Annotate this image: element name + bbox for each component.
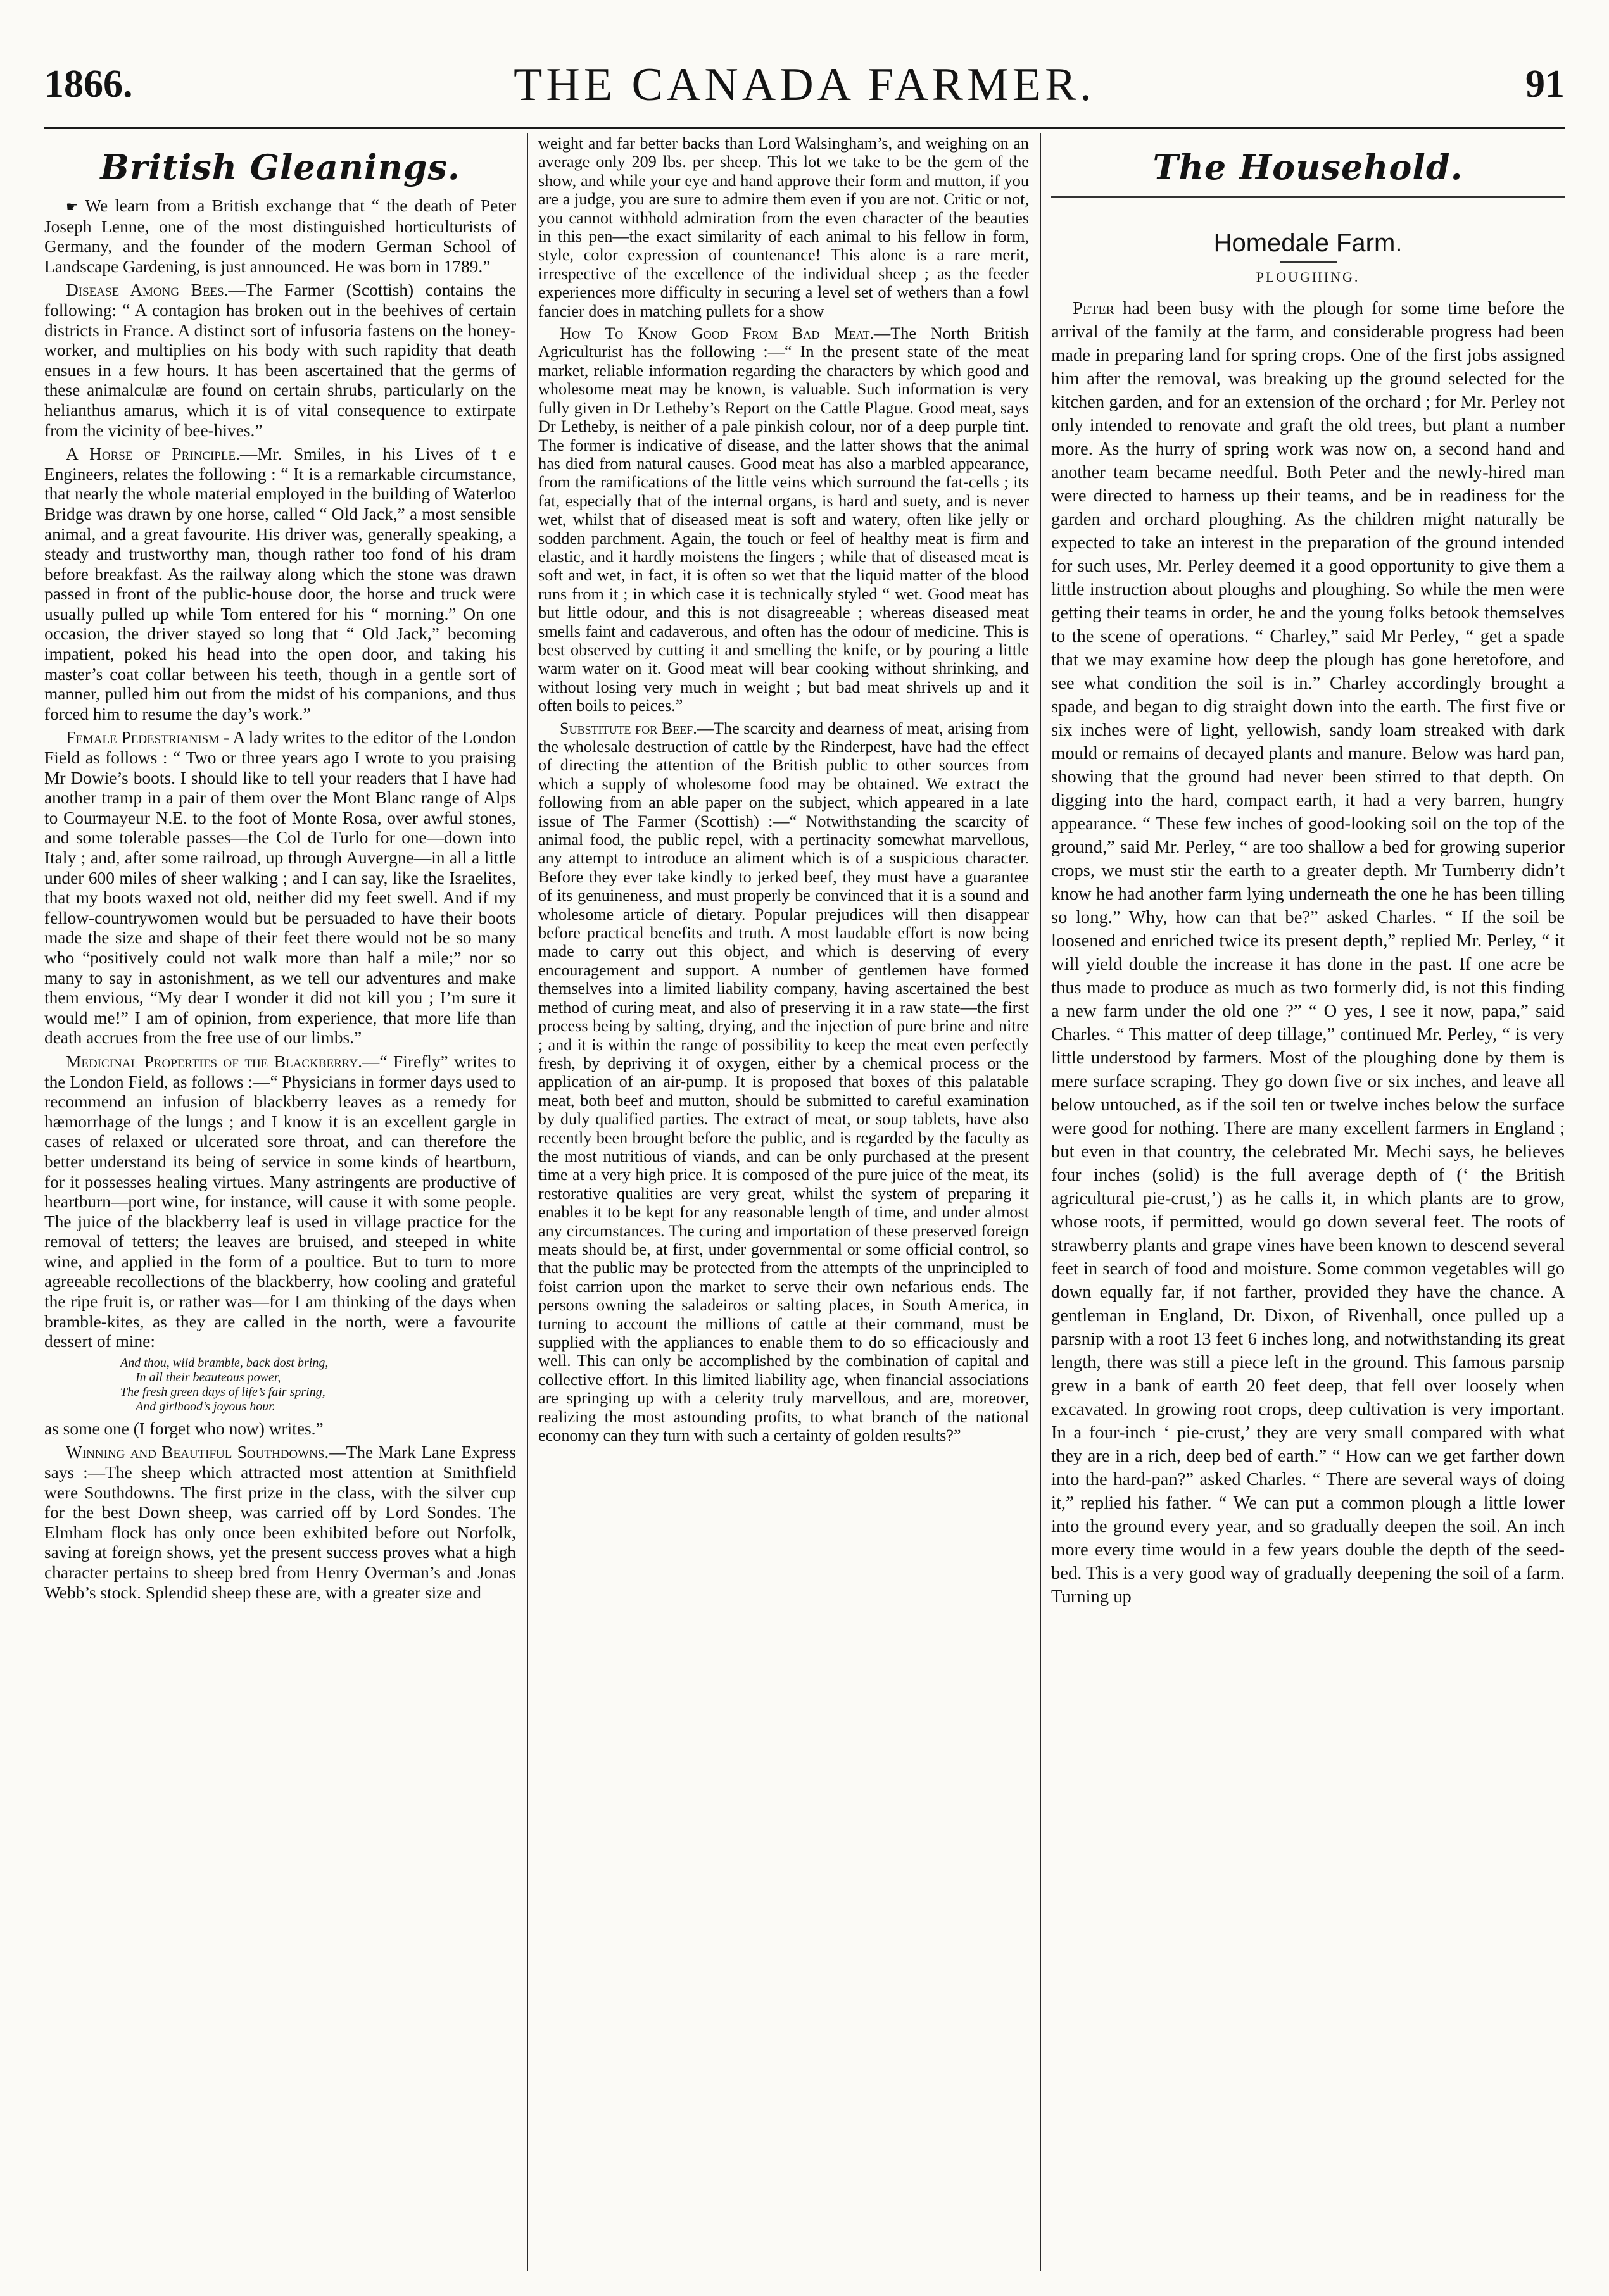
paper-title: THE CANADA FARMER. xyxy=(514,59,1095,111)
article-subtitle: PLOUGHING. xyxy=(1256,269,1360,285)
column-rule xyxy=(1040,133,1041,2271)
poem-line: In all their beauteous power, xyxy=(136,1370,281,1384)
column-british-gleanings xyxy=(44,134,516,2264)
page-number: 91 xyxy=(1525,63,1565,106)
masthead-rule xyxy=(44,127,1565,129)
poem-line: And girlhood’s joyous hour. xyxy=(136,1399,275,1414)
poem-line: The fresh green days of life’s fair spring, xyxy=(120,1384,325,1399)
issue-year: 1866. xyxy=(44,63,133,106)
masthead xyxy=(44,49,1565,119)
article-title: Homedale Farm. xyxy=(1213,229,1403,257)
section-heading: The Household. xyxy=(1152,147,1463,187)
article-paragraph: weight and far better backs than Lord Walsingham’s, and weighing on an average only 209 lbs. per sheep. This lot we take to be the gem of the show, and while your eye and hand approve their form and mutton, if you are a judge, you are sure to admire them even if you are not. Critic or not, you cannot withhold admiration from the even character of the beauties in this pen—the exact similarity of each animal to his fellow in form, style, color expression of countenance! This alone is a rare merit, irrespective of the excellence of the individual sheep ; as the feeder experiences more difficulty in securing a level set of wethers than a fowl fancier does in matching pullets for a show xyxy=(538,134,1029,320)
article-paragraph: ☛ We learn from a British exchange that “ the death of Peter Joseph Lenne, one of the most distinguished horticulturists of Germany, and the founder of the modern German School of Landscape Gardening, is just announced. He was born in 1789.” xyxy=(44,196,516,276)
column-british-gleanings-continued xyxy=(538,134,1029,2264)
heading-rule xyxy=(1051,196,1565,198)
article-paragraph: Disease Among Bees.—The Farmer (Scottish) contains the following: “ A contagion has broken out in the beehives of certain districts in France. A distinct sort of infusoria fastens on the honey-worker, and multiplies on his body with such rapidity that death ensues in a few hours. It has been ascertained that the germs of these animalculæ are found on certain shrubs, particularly on the helianthus amarus, which it is of vital consequence to extirpate from the vicinity of bee-hives.” xyxy=(44,280,516,440)
article-paragraph: How To Know Good From Bad Meat.—The North British Agriculturist has the following :—“ In the present state of the meat market, reliable information regarding the characters by which good and wholesome meat may be known, is valuable. Such information is very fully given in Dr Letheby’s Report on the Cattle Plague. Good meat, says Dr Letheby, is neither of a pale pinkish colour, nor of a deep purple tint. The former is indicative of disease, and the latter shows that the animal has died from natural causes. Good meat has also a marbled appearance, from the ramifications of the little veins which surround the fat-cells ; its fat, especially that of the internal organs, is hard and suety, and is never wet, whilst that of diseased meat is soft and watery, often like jelly or sodden parchment. Again, the touch or feel of healthy meat is firm and elastic, and it hardly moistens the fingers ; while that of diseased meat is soft and wet, in fact, it is often so wet that the liquid matter of the blood runs from it ; in which case it is technically styled “ wet. Good meat has but little odour, and this is not disagreeable ; whereas diseased meat smells faint and cadaverous, and often has the odour of medicine. This is best observed by cutting it and smelling the knife, or by pouring a little warm water on it. Good meat will bear cooking without shrinking, and without losing very much in weight ; but bad meat shrivels up and it often boils to peices.” xyxy=(538,324,1029,715)
article-paragraph: Female Pedestrianism - A lady writes to the editor of the London Field as follows : “ Two or three years ago I wrote to you praising Mr Dowie’s boots. I should like to tell your readers that I have had another tramp in a pair of them over the Mont Blanc range of Alps to Courmayeur N.E. to the foot of Monte Rosa, over awful stones, and some tolerable passes—the Col de Turlo for one—down into Italy ; and, after some railroad, up through Auvergne—in all a little under 600 miles of sheer walking ; and I can say, like the Israelites, that my boots waxed not old, neither did my feet swell. And if my fellow-countrywomen would but be persuaded to have their boots made the size and shape of their feet there would not be so many who “positively could not walk more than half a mile;” nor so many to say in astonishment, as we tell our adventures and make them envious, “My dear I wonder it did not kill you ; I’m sure it would me!” I am of opinion, from experience, that more life than death accrues from the free use of our limbs.” xyxy=(44,728,516,1048)
article-paragraph: Medicinal Properties of the Blackberry.—“ Firefly” writes to the London Field, as follows :—“ Physicians in former days used to recommend an infusion of blackberry leaves as a remedy for hæmorrhage of the lungs ; and I know it is an excellent gargle in cases of relaxed or ulcerated sore throat, and can therefore the better understand its being of service in some kinds of heartburn, for it possesses healing virtues. Many astringents are productive of heartburn—port wine, for instance, will cause it with some people. The juice of the blackberry leaf is used in village practice for the removal of tetters; the leaves are bruised, and steeped in white wine, and applied in the form of a poultice. But to turn to more agreeable recollections of the blackberry, how cooling and grateful the ripe fruit is, or rather was—for I am thinking of the days when bramble-kites, as they are called in the north, were a favourite dessert of mine: xyxy=(44,1051,516,1352)
column-rule xyxy=(527,133,528,2271)
article-paragraph: Substitute for Beef.—The scarcity and dearness of meat, arising from the wholesale destruction of cattle by the Rinderpest, have had the effect of directing the attention of the British public to other sources from which a supply of wholesome food may be obtained. We extract the following from an able paper on the subject, which appeared in a late issue of The Farmer (Scottish) :—“ Notwithstanding the scarcity of animal food, the public repel, with a pertinacity somewhat marvellous, any attempt to introduce an aliment which is of a suspicious character. Before they ever take kindly to jerked beef, they must have a guarantee of its genuineness, and must properly be convinced that it is a sound and wholesome article of dietary. Popular prejudices will then disappear before practical benefits and truth. A most laudable effort is now being made to carry out this object, and which is deserving of every encouragement and support. A number of gentlemen have formed themselves into a limited liability company, having ascertained the best method of curing meat, and also of preserving it in a raw state—the first process being by salting, drying, and the injection of pure brine and nitre ; and it is within the range of possibility to keep the meat even perfectly fresh, by depriving it of oxygen, either by a chemical process or the application of an air-pump. It is proposed that boxes of this palatable meat, both beef and mutton, should be submitted to careful examination by duly qualified parties. The extract of meat, or soup tablets, have also recently been brought before the public, and is regarded by the faculty as the most nutritious of viands, and can be only purchased at the present time at a very high price. It is composed of the pure juice of the meat, its restorative qualities are very great, whilst the system of preparing it enables it to be kept for any reasonable length of time, and under almost any circumstances. The curing and importation of these preserved foreign meats should be, at first, under governmental or some official control, so that the public may be protected from the attempts of the unprincipled to foist carrion upon the market to serve their own nefarious ends. The persons owning the saladeiros or salting places, in South America, in turning to account the millions of cattle at their command, must be supplied with the appliances to enable them to do so efficaciously and well. This can only be accomplished by the combination of capital and collective effort. In this limited liability age, when financial associations are springing up with a celerity truly marvellous, and are, moreover, realizing the most astounding profits, to what branch of the national economy can they turn with such a certainty of golden results?” xyxy=(538,718,1029,1445)
article-paragraph: Peter had been busy with the plough for some time before the arrival of the family at the farm, and considerable progress had been made in preparing land for spring crops. One of the first jobs assigned him after the removal, was breaking up the ground selected for the kitchen garden, and for an extension of the orchard ; for Mr. Perley not only intended to renovate and graft the old trees, but plant a number more. As the hurry of spring work was now on, a second hand and another team became needful. Both Peter and the newly-hired man were directed to harness up their teams, and be in readiness for the garden and orchard ploughing. As the children might naturally be expected to take an interest in the preparation of the ground intended for such uses, Mr. Perley deemed it a good opportunity to give them a little instruction about ploughs and ploughing. So while the men were getting their teams in order, he and the young folks betook themselves to the scene of operations. “ Charley,” said Mr Perley, “ get a spade that we may examine how deep the plough has gone heretofore, and see what condition the soil is in.” Charley accordingly brought a spade, and began to dig straight down into the earth. The first five or six inches were of light, yellowish, sandy loam streaked with dark mould or remains of decayed plants and manure. Below was hard pan, showing that the ground had never been stirred to that depth. On digging into the hard, compact earth, it had a very barren, hungry appearance. “ These few inches of good-looking soil on the top of the ground,” said Mr. Perley, “ are too shallow a bed for growing superior crops, we must stir the earth to a greater depth. Mr Turnberry didn’t know he had another farm lying underneath the one he has been tilling so long.” Why, how can that be?” asked Charles. “ If the soil be loosened and enriched twice its present depth,” replied Mr. Perley, “ it will yield double the increase it has done in the past. If one acre be thus made to produce as much as two formerly did, is not this finding a new farm under the old one ?” “ O yes, I see it now, papa,” said Charles. “ This matter of deep tillage,” continued Mr. Perley, “ is very little understood by farmers. Most of the ploughing done by them is mere surface scraping. They go down five or six inches, and leave all below untouched, as if the soil ten or twelve inches below the surface were good for nothing. There are many excellent farmers in England ; but even in that country, the celebrated Mr. Mechi says, he believes four inches (solid) is the full average depth of (‘ the British agricultural pie-crust,’) as he calls it, in which plants are to grow, whose roots, if permitted, would go down several feet. The roots of strawberry plants and grape vines have been known to descend several feet in search of food and moisture. Some common vegetables will go down equally far, if not farther, provided they have the chance. A gentleman in England, Dr. Dixon, of Rivenhall, once pulled up a parsnip with a root 13 feet 6 inches long, and notwithstanding its great length, there was still a piece left in the ground. This famous parsnip grew in a bank of earth 20 feet deep, that fell over loosely when excavated. In growing root crops, deep cultivation is very important. In a four-inch ‘ pie-crust,’ they are very small compared with what they are in a rich, deep bed of earth.” “ How can we get farther down into the hard-pan?” asked Charles. “ There are several ways of doing it,” replied his father. “ We can put a common plough a little lower into the ground every year, and so gradually deepen the soil. An inch more every time would in a few years double the depth of the seed-bed. This is a very good way of gradually deepening the soil of a farm. Turning up xyxy=(1051,299,1565,1607)
section-heading: British Gleanings. xyxy=(100,147,460,187)
poem-line: And thou, wild bramble, back dost bring, xyxy=(120,1355,329,1370)
poem xyxy=(120,1356,516,1414)
title-rule xyxy=(1280,261,1337,263)
article-paragraph: A Horse of Principle.—Mr. Smiles, in his Lives of t e Engineers, relates the following : “ It is a remarkable circumstance, that nearly the whole material employed in the building of Waterloo Bridge was drawn by one horse, called “ Old Jack,” a most sensible animal, and a great favourite. His driver was, generally speaking, a steady and trustworthy man, though rather too fond of his dram before breakfast. As the railway along which the stone was drawn passed in front of the public-house door, the horse and truck were usually pulled up while Tom entered for his “ morning.” On one occasion, the driver stayed so long that “ Old Jack,” becoming impatient, poked his head into the open door, and taking his master’s coat collar between his teeth, though in a gentle sort of manner, pulled him out from the midst of his companions, and thus forced him to resume the day’s work.” xyxy=(44,444,516,724)
pointing-hand-icon: ☛ xyxy=(66,199,79,215)
article-paragraph: as some one (I forget who now) writes.” xyxy=(44,1419,324,1438)
column-household xyxy=(1051,134,1565,2264)
article-paragraph: Winning and Beautiful Southdowns.—The Mark Lane Express says :—The sheep which attracted most attention at Smithfield were Southdowns. The first prize in the class, with the silver cup for the best Down sheep, was carried off by Lord Sondes. The Elmham flock has only once been exhibited before out Norfolk, saving at foreign shows, yet the present success proves what a high character pertains to sheep bred from Henry Overman’s and Jonas Webb’s stock. Splendid sheep these are, with a greater size and xyxy=(44,1443,516,1602)
